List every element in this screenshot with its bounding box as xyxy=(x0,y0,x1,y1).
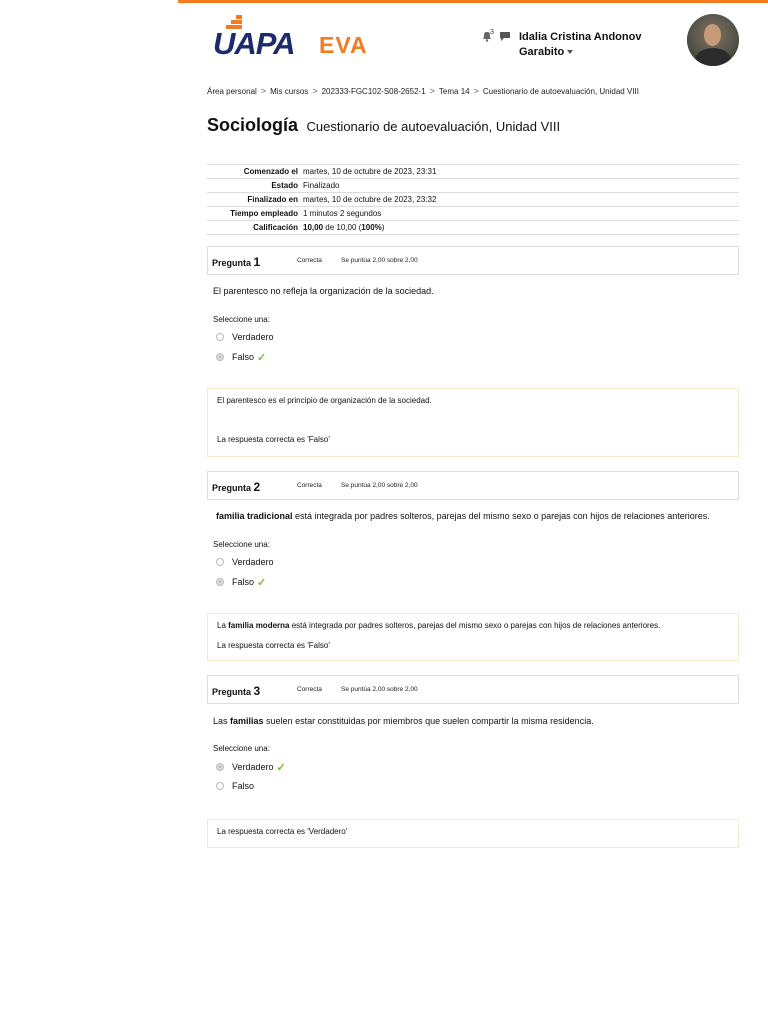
question-number: 3 xyxy=(253,684,261,698)
summary-row xyxy=(207,179,739,193)
user-name-line2: Garabito xyxy=(519,46,565,58)
question-label: Pregunta 2 xyxy=(212,480,261,494)
question-2-prompt: Seleccione una: xyxy=(213,540,270,549)
breadcrumb-item-mis-cursos[interactable]: Mis cursos xyxy=(270,87,309,96)
question-label: Pregunta 1 xyxy=(212,255,261,269)
summary-label: Finalizado en xyxy=(247,195,298,204)
chevron-right-icon: > xyxy=(429,86,435,96)
user-menu[interactable] xyxy=(519,30,659,60)
chevron-down-icon xyxy=(567,50,573,54)
question-state: Correcta xyxy=(297,686,322,693)
chevron-right-icon: > xyxy=(260,86,267,96)
message-icon[interactable] xyxy=(499,31,511,42)
radio-button[interactable] xyxy=(216,782,224,790)
question-grade: Se puntúa 2,00 sobre 2,00 xyxy=(341,686,418,693)
breadcrumb-item-tema[interactable]: Tema 14 xyxy=(438,87,470,96)
summary-label: Calificación xyxy=(253,223,298,232)
question-number: 2 xyxy=(253,480,261,494)
uapa-eva-logo[interactable] xyxy=(213,14,393,64)
attempt-summary-table xyxy=(207,164,739,235)
checkmark-icon: ✓ xyxy=(276,762,286,774)
summary-label: Comenzado el xyxy=(243,167,298,176)
question-2-feedback xyxy=(207,613,739,661)
question-1-info xyxy=(207,246,739,275)
grade-value: 10,00 xyxy=(303,223,324,232)
question-2-text: familia tradicional está integrada por padres solteros, parejas del mismo sexo o parejas con hijos de relaciones anteriores. xyxy=(216,511,710,521)
top-accent-bar xyxy=(178,0,768,3)
question-grade: Se puntúa 2,00 sobre 2,00 xyxy=(341,257,418,264)
summary-row xyxy=(207,165,739,179)
chevron-right-icon: > xyxy=(473,86,479,96)
logo-text-uapa: UAPA xyxy=(213,26,295,61)
right-answer: La respuesta correcta es 'Falso' xyxy=(217,641,330,650)
summary-value: martes, 10 de octubre de 2023, 23:31 xyxy=(303,167,437,176)
summary-label: Tiempo empleado xyxy=(230,209,298,218)
site-header xyxy=(207,10,747,70)
summary-row xyxy=(207,207,739,221)
summary-label: Estado xyxy=(271,181,298,190)
course-title: Sociología xyxy=(207,115,299,135)
chevron-right-icon: > xyxy=(312,86,318,96)
radio-button[interactable] xyxy=(216,333,224,341)
question-3-option-falso[interactable] xyxy=(216,781,254,793)
question-2-option-falso[interactable] xyxy=(216,576,266,588)
question-grade: Se puntúa 2,00 sobre 2,00 xyxy=(341,482,418,489)
breadcrumb-item-course[interactable]: 202333-FGC102-S08-2652-1 xyxy=(321,87,426,96)
option-label: Falso xyxy=(232,781,255,791)
question-state: Correcta xyxy=(297,257,322,264)
radio-button-selected[interactable] xyxy=(216,763,224,771)
question-label: Pregunta 3 xyxy=(212,684,261,698)
radio-button-selected[interactable] xyxy=(216,578,224,586)
question-1-text: El parentesco no refleja la organización de la sociedad. xyxy=(213,286,434,296)
summary-row xyxy=(207,193,739,207)
breadcrumb-item-area-personal[interactable]: Área personal xyxy=(207,87,257,96)
option-label: Falso xyxy=(232,351,255,362)
question-3-option-verdadero[interactable] xyxy=(216,761,286,773)
summary-value: 1 minutos 2 segundos xyxy=(303,209,382,218)
grade-percent: 100% xyxy=(361,223,382,232)
question-2-option-verdadero[interactable] xyxy=(216,557,274,569)
question-3-prompt: Seleccione una: xyxy=(213,744,270,753)
summary-value: Finalizado xyxy=(303,181,340,190)
quiz-title: Cuestionario de autoevaluación, Unidad VIII xyxy=(306,119,561,134)
checkmark-icon: ✓ xyxy=(257,352,267,364)
grade-close: ) xyxy=(381,223,385,232)
breadcrumb xyxy=(207,86,639,96)
option-label: Falso xyxy=(232,576,255,587)
question-3-text: Las familias suelen estar constituidas por miembros que suelen compartir la misma residencia. xyxy=(213,716,594,726)
grade-of: de 10,00 ( xyxy=(325,223,362,232)
question-3-info xyxy=(207,675,739,704)
checkmark-icon: ✓ xyxy=(257,577,267,589)
breadcrumb-item-quiz[interactable]: Cuestionario de autoevaluación, Unidad VIII xyxy=(482,87,639,96)
summary-value xyxy=(303,221,739,235)
radio-button-selected[interactable] xyxy=(216,353,224,361)
option-label: Verdadero xyxy=(232,557,274,567)
notification-count-badge: 3 xyxy=(490,29,494,36)
summary-value: martes, 10 de octubre de 2023, 23:32 xyxy=(303,195,437,204)
question-1-option-verdadero[interactable] xyxy=(216,332,274,344)
page-title xyxy=(207,115,560,136)
question-3-feedback xyxy=(207,819,739,848)
logo-text-eva: EVA xyxy=(319,32,368,58)
user-name-line1: Idalia Cristina Andonov xyxy=(519,31,642,43)
question-state: Correcta xyxy=(297,482,322,489)
option-label: Verdadero xyxy=(232,761,274,772)
general-feedback: La familia moderna está integrada por padres solteros, parejas del mismo sexo o parejas con hijos de relaciones anteriores. xyxy=(217,621,661,630)
question-1-prompt: Seleccione una: xyxy=(213,315,270,324)
option-label: Verdadero xyxy=(232,332,274,342)
question-1-option-falso[interactable] xyxy=(216,351,266,363)
summary-row xyxy=(207,221,739,235)
avatar[interactable] xyxy=(687,14,739,66)
question-2-info xyxy=(207,471,739,500)
right-answer: La respuesta correcta es 'Falso' xyxy=(217,435,330,444)
question-number: 1 xyxy=(253,255,261,269)
general-feedback: El parentesco es el principio de organización de la sociedad. xyxy=(217,396,432,405)
question-1-feedback xyxy=(207,388,739,457)
radio-button[interactable] xyxy=(216,558,224,566)
right-answer: La respuesta correcta es 'Verdadero' xyxy=(217,827,348,836)
